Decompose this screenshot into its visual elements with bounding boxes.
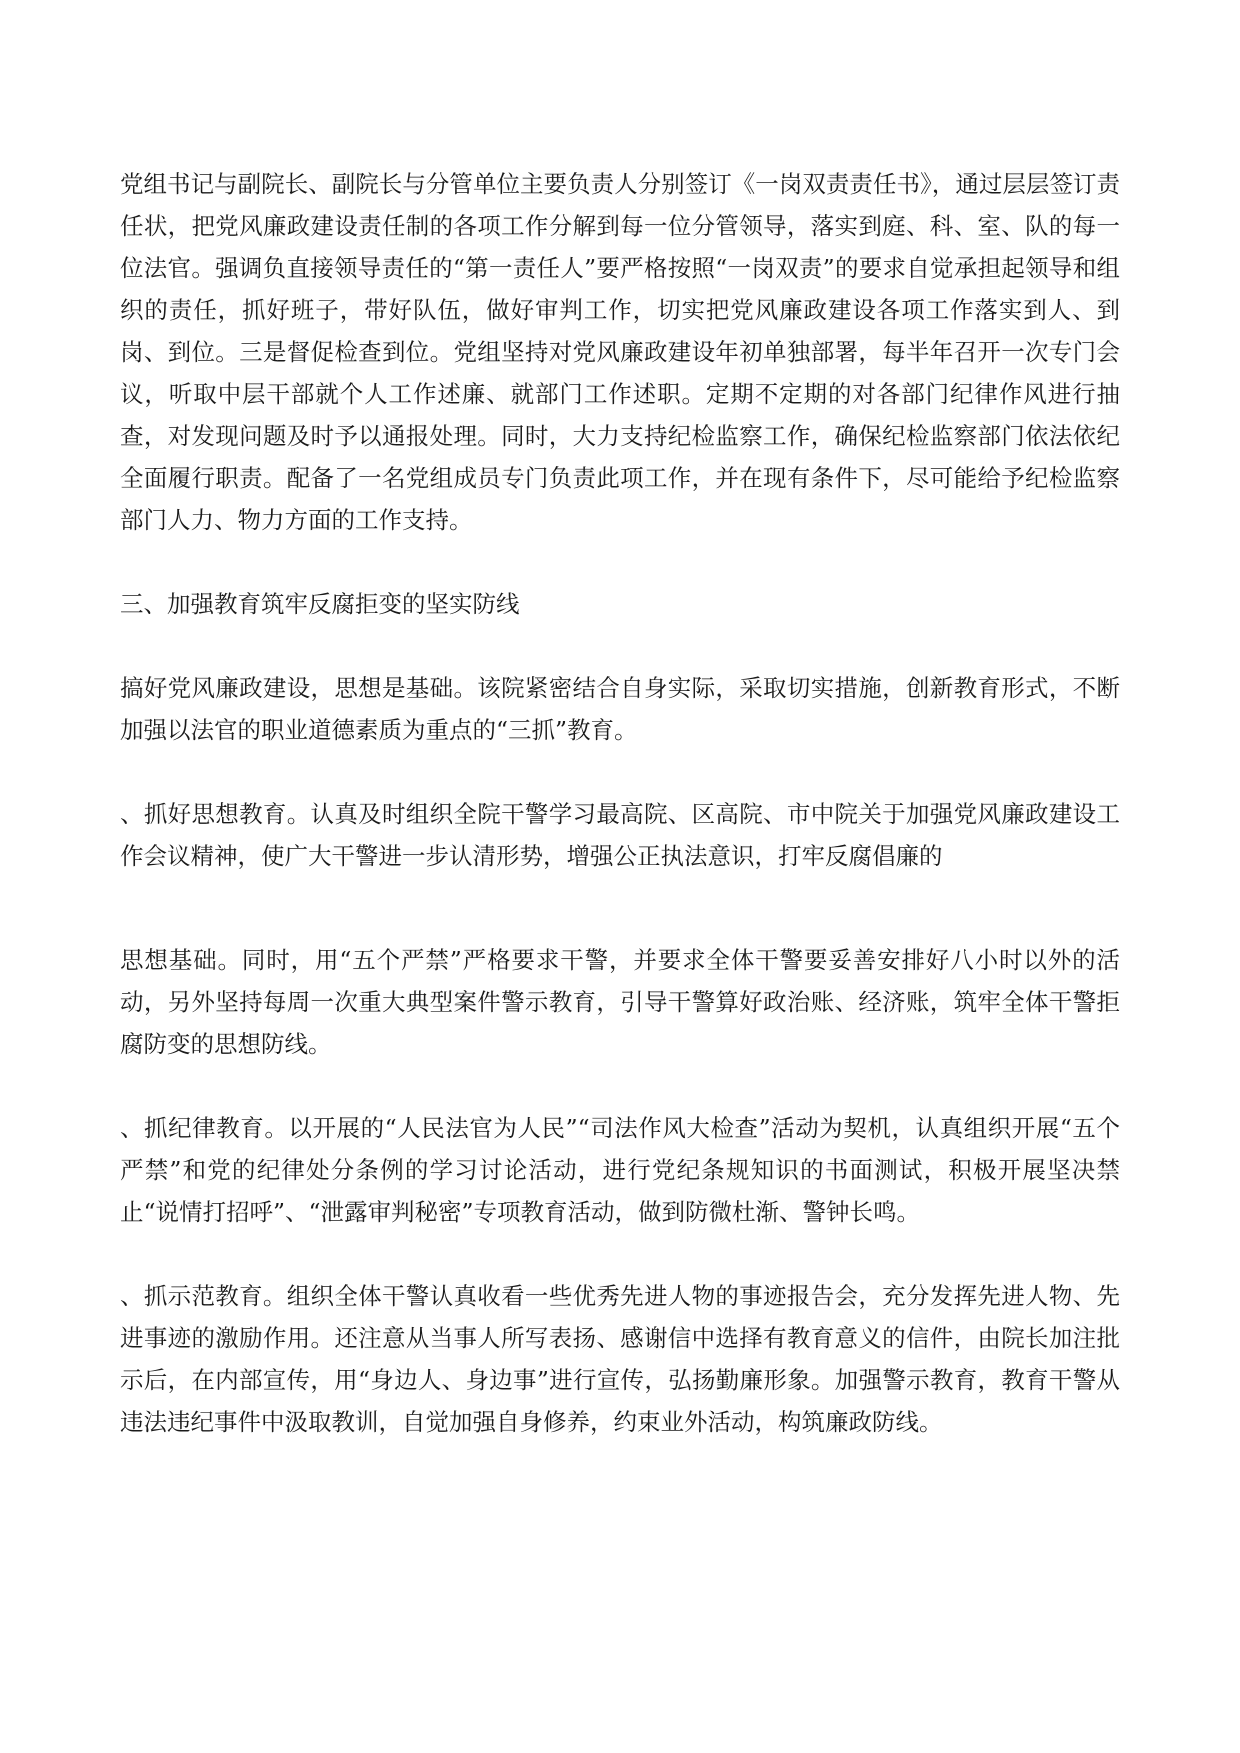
- paragraph-discipline-education: 、抓纪律教育。以开展的“人民法官为人民”“司法作风大检查”活动为契机，认真组织开展“五个严禁”和党的纪律处分条例的学习讨论活动，进行党纪条规知识的书面测试，积极开展坚决禁止“说情打招呼”、“泄露审判秘密”专项教育活动，做到防微杜渐、警钟长鸣。: [120, 1114, 1120, 1226]
- paragraph-ideology-foundation: 思想基础。同时，用“五个严禁”严格要求干警，并要求全体干警要妥善安排好八小时以外的活动，另外坚持每周一次重大典型案件警示教育，引导干警算好政治账、经济账，筑牢全体干警拒腐防变的思想防线。: [120, 946, 1120, 1058]
- paragraph-ideology-education: 、抓好思想教育。认真及时组织全院干警学习最高院、区高院、市中院关于加强党风廉政建设工作会议精神，使广大干警进一步认清形势，增强公正执法意识，打牢反腐倡廉的: [120, 800, 1120, 870]
- paragraph-education-intro: 搞好党风廉政建设，思想是基础。该院紧密结合自身实际，采取切实措施，创新教育形式，不断加强以法官的职业道德素质为重点的“三抓”教育。: [120, 674, 1120, 744]
- document-body: [120, 163, 1120, 1485]
- section-heading-education: 三、加强教育筑牢反腐拒变的坚实防线: [120, 590, 520, 618]
- paragraph-exemplary-education: 、抓示范教育。组织全体干警认真收看一些优秀先进人物的事迹报告会，充分发挥先进人物、先进事迹的激励作用。还注意从当事人所写表扬、感谢信中选择有教育意义的信件，由院长加注批示后，在内部宣传，用“身边人、身边事”进行宣传，弘扬勤廉形象。加强警示教育，教育干警从违法违纪事件中汲取教训，自觉加强自身修养，约束业外活动，构筑廉政防线。: [120, 1282, 1120, 1436]
- paragraph-responsibility: 党组书记与副院长、副院长与分管单位主要负责人分别签订《一岗双责责任书》，通过层层签订责任状，把党风廉政建设责任制的各项工作分解到每一位分管领导，落实到庭、科、室、队的每一位法官。强调负直接领导责任的“第一责任人”要严格按照“一岗双责”的要求自觉承担起领导和组织的责任，抓好班子，带好队伍，做好审判工作，切实把党风廉政建设各项工作落实到人、到岗、到位。三是督促检查到位。党组坚持对党风廉政建设年初单独部署，每半年召开一次专门会议，听取中层干部就个人工作述廉、就部门工作述职。定期不定期的对各部门纪律作风进行抽查，对发现问题及时予以通报处理。同时，大力支持纪检监察工作，确保纪检监察部门依法依纪全面履行职责。配备了一名党组成员专门负责此项工作，并在现有条件下，尽可能给予纪检监察部门人力、物力方面的工作支持。: [120, 170, 1120, 534]
